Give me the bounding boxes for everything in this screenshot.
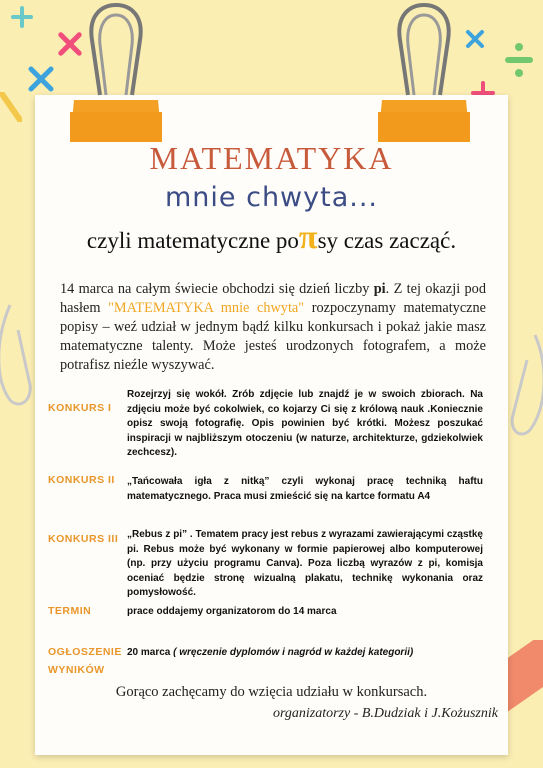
- pi-symbol: π: [298, 219, 318, 256]
- divide-icon: [502, 40, 536, 80]
- deadline-label: TERMIN: [48, 605, 92, 617]
- contest-3-label: KONKURS III: [48, 533, 119, 545]
- contest-2-description: „Tańcowała igła z nitką” czyli wykonaj pracę techniką haftu matematycznego. Praca musi zmieścić się na kartce formatu A4: [127, 476, 483, 502]
- results-text: [127, 646, 483, 661]
- intro-slogan: "MATEMATYKA mnie chwyta": [108, 300, 305, 316]
- closing-text: Gorąco zachęcamy do wzięcia udziału w konkursach.: [115, 684, 428, 700]
- deadline-text: prace oddajemy organizatorom do 14 marca: [127, 606, 337, 617]
- plus-icon: [10, 5, 34, 29]
- contest-1-label: KONKURS I: [48, 402, 112, 414]
- results-note: ( wręczenie dyplomów i nagród w każdej kategorii): [173, 647, 414, 658]
- tagline-start: czyli matematyczne po: [86, 228, 299, 253]
- results-date: 20 marca: [127, 647, 174, 658]
- results-label-line1: OGŁOSZENIE: [48, 646, 122, 658]
- intro-text-1: 14 marca na całym świecie obchodzi się dzień liczby: [60, 281, 374, 297]
- contest-2-label: KONKURS II: [48, 474, 115, 486]
- results-label-line2: WYNIKÓW: [48, 664, 105, 676]
- pencil-icon: [0, 92, 22, 122]
- intro-paragraph: [60, 280, 486, 375]
- intro-text-2: . Z tej okazji pod hasłem: [60, 281, 486, 316]
- contest-3-description: „Rebus z pi” . Tematem pracy jest rebus z wyrazami zawierającymi cząstkę pi. Rebus może być wykonany w formie papierowej albo komputerowej (np. przy użyciu programu Canva). Poza liczbą wyrazów z pi, komisja oceniać będzie stronę wizualną plakatu, technikę wykonania oraz pomysłowość.: [127, 529, 483, 598]
- intro-pi: pi: [373, 281, 386, 297]
- paperclip-icon: [505, 330, 543, 440]
- signature: organizatorzy - B.Dudziak i J.Kożusznik: [272, 706, 498, 721]
- tagline-end: sy czas zacząć.: [317, 228, 457, 253]
- binder-clip-icon: [376, 0, 472, 145]
- intro-text-3: rozpoczynamy matematyczne popisy – weź udział w jednym bądź kilku konkursach i pokaż jakie masz matematyczne talenty. Może jesteś urodzonych fotografem, a może potrafisz nieźle wyszywać.: [60, 300, 486, 373]
- times-icon: [26, 64, 56, 94]
- page-title: MATEMATYKA: [149, 140, 394, 176]
- binder-clip-icon: [68, 0, 164, 145]
- page-subtitle: mnie chwyta...: [164, 182, 378, 213]
- paperclip-icon: [0, 300, 40, 410]
- contest-1-description: Rozejrzyj się wokół. Zrób zdjęcie lub znajdź je w swoich zbiorach. Na zdjęciu może być cokolwiek, co kojarzy Ci się z królową nauk .Koniecznie opisz swoją fotografię. Opis powinien być krótki. Możesz poszukać inspiracji w najbliższym otoczeniu (w naturze, architekturze, gdziekolwiek zechcesz).: [127, 389, 483, 458]
- tagline: [0, 219, 543, 256]
